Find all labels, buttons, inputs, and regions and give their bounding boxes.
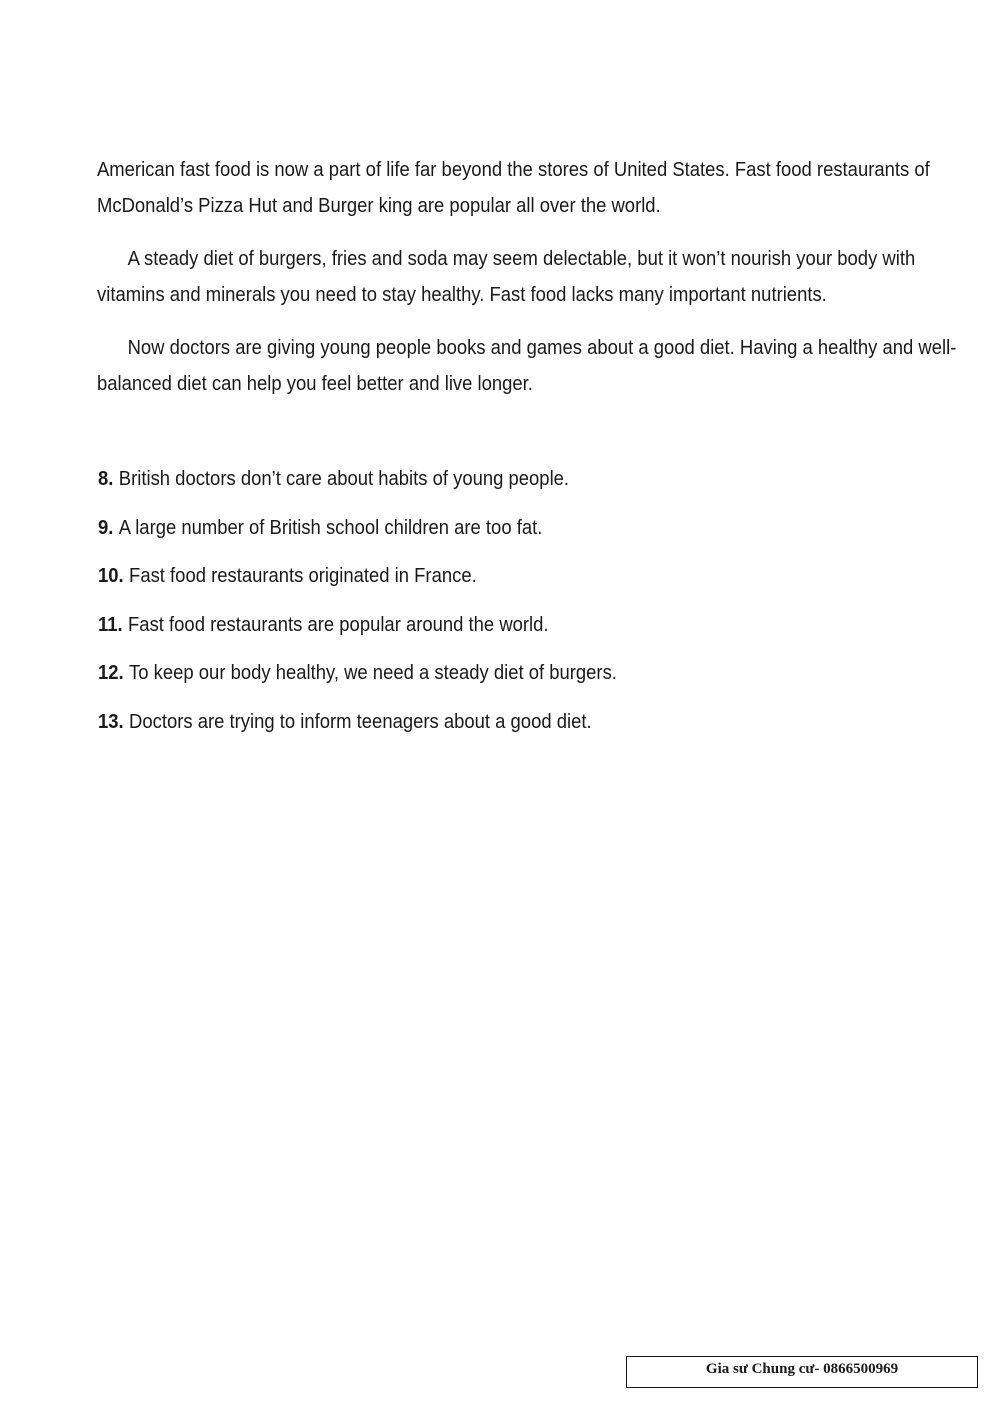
question-text: Fast food restaurants are popular around the world. <box>128 612 549 636</box>
question-number: 8. <box>98 467 114 490</box>
question-text: A large number of British school children are too fat. <box>118 515 543 539</box>
question-text: Doctors are trying to inform teenagers about a good diet. <box>129 709 592 733</box>
question-item <box>98 658 890 707</box>
question-text: British doctors don’t care about habits of young people. <box>118 467 570 490</box>
passage-paragraph-2: A steady diet of burgers, fries and soda may seem delectable, but it won’t nourish your body with vitamins and minerals you need to stay healthy. Fast food lacks many important nutrients. <box>97 247 916 306</box>
question-item <box>98 561 890 610</box>
question-number: 13. <box>98 709 124 733</box>
question-number: 9. <box>98 515 114 539</box>
question-list <box>98 464 890 756</box>
question-item <box>98 610 890 659</box>
question-item <box>98 464 890 513</box>
footer-contact-box <box>626 1356 978 1388</box>
question-item <box>98 513 890 562</box>
footer-contact-text: Gia sư Chung cư- 0866500969 <box>705 1361 899 1377</box>
reading-passage <box>97 152 957 419</box>
question-number: 12. <box>98 661 124 685</box>
question-text: To keep our body healthy, we need a steady diet of burgers. <box>129 661 617 685</box>
passage-paragraph-1: American fast food is now a part of life far beyond the stores of United States. Fast food restaurants of McDonald’s Pizza Hut and Burger king are popular all over the world. <box>97 158 930 217</box>
question-number: 10. <box>98 564 124 588</box>
question-item <box>98 707 890 756</box>
question-number: 11. <box>98 612 123 636</box>
question-text: Fast food restaurants originated in France. <box>129 564 477 588</box>
passage-paragraph-3: Now doctors are giving young people books and games about a good diet. Having a healthy and well-balanced diet can help you feel better and live longer. <box>97 336 957 395</box>
